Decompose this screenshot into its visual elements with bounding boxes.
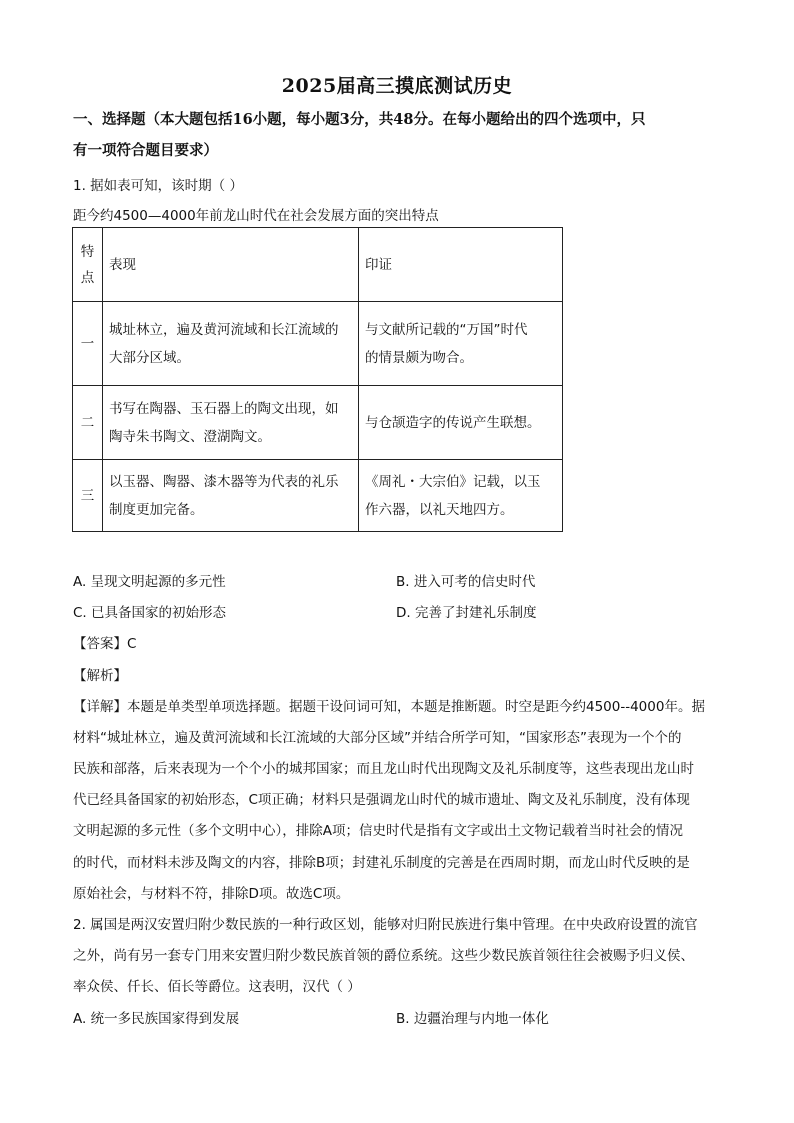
text-line: 与文献所记载的“万国”时代 bbox=[365, 321, 528, 338]
q1-option-c: C. 已具备国家的初始形态 bbox=[73, 605, 227, 621]
header-performance: 表现 bbox=[103, 228, 359, 302]
detail-line: 的时代，而材料未涉及陶文的内容，排除B项；封建礼乐制度的完善是在西周时期，而龙山时代反映的是 bbox=[73, 855, 690, 871]
text-line: 陶寺朱书陶文、澄湖陶文。 bbox=[109, 428, 271, 445]
table-row bbox=[73, 302, 563, 386]
header-feature-char-2: 点 bbox=[80, 269, 95, 286]
q1-option-b: B. 进入可考的信史时代 bbox=[396, 574, 536, 590]
text-line: 的情景颇为吻合。 bbox=[365, 349, 473, 366]
q2-option-b: B. 边疆治理与内地一体化 bbox=[396, 1011, 549, 1027]
detail-line: 【详解】本题是单类型单项选择题。据题干设问词可知，本题是推断题。时空是距今约4500--4000年。据 bbox=[73, 699, 705, 715]
row-performance bbox=[103, 460, 359, 532]
section-heading-line-2: 有一项符合题目要求） bbox=[73, 142, 218, 159]
row-feature: 一 bbox=[73, 302, 103, 386]
detail-line: 材料“城址林立，遍及黄河流域和长江流域的大部分区域”并结合所学可知，“国家形态”表现为一个个的 bbox=[73, 730, 682, 746]
analysis-label: 【解析】 bbox=[73, 668, 127, 684]
question-1-stem: 1. 据如表可知，该时期（ ） bbox=[73, 178, 243, 194]
section-heading-line-1: 一、选择题（本大题包括16小题，每小题3分，共48分。在每小题给出的四个选项中，只 bbox=[73, 111, 646, 128]
q1-option-a: A. 呈现文明起源的多元性 bbox=[73, 574, 226, 590]
detail-line: 文明起源的多元性（多个文明中心），排除A项；信史时代是指有文字或出土文物记载着当时社会的情况 bbox=[73, 823, 683, 839]
text-line: 与仓颉造字的传说产生联想。 bbox=[365, 414, 541, 431]
row-performance bbox=[103, 302, 359, 386]
header-proof: 印证 bbox=[359, 228, 563, 302]
answer-label: 【答案】C bbox=[73, 636, 137, 652]
text-line: 《周礼・大宗伯》记载，以玉 bbox=[365, 473, 541, 490]
table-row bbox=[73, 386, 563, 460]
text-line: 制度更加完备。 bbox=[109, 501, 204, 518]
row-proof bbox=[359, 460, 563, 532]
row-proof bbox=[359, 386, 563, 460]
table-row bbox=[73, 460, 563, 532]
q1-option-d: D. 完善了封建礼乐制度 bbox=[396, 605, 537, 621]
table-header-row bbox=[73, 228, 563, 302]
row-proof bbox=[359, 302, 563, 386]
header-feature-char-1: 特 bbox=[80, 243, 95, 260]
text-line: 城址林立，遍及黄河流域和长江流域的 bbox=[109, 321, 339, 338]
header-feature bbox=[73, 228, 103, 302]
text-line: 以玉器、陶器、漆木器等为代表的礼乐 bbox=[109, 473, 339, 490]
row-performance bbox=[103, 386, 359, 460]
detail-line: 原始社会，与材料不符，排除D项。故选C项。 bbox=[73, 886, 350, 902]
question-2-stem-line: 2. 属国是两汉安置归附少数民族的一种行政区划，能够对归附民族进行集中管理。在中央政府设置的流官 bbox=[73, 917, 698, 933]
detail-line: 代已经具备国家的初始形态，C项正确；材料只是强调龙山时代的城市遗址、陶文及礼乐制度，没有体现 bbox=[73, 792, 690, 808]
text-line: 书写在陶器、玉石器上的陶文出现，如 bbox=[109, 400, 339, 417]
q2-option-a: A. 统一多民族国家得到发展 bbox=[73, 1011, 240, 1027]
feature-table bbox=[72, 227, 563, 532]
question-2-stem-line: 率众侯、仟长、佰长等爵位。这表明，汉代（ ） bbox=[73, 979, 361, 995]
table-caption: 距今约4500—4000年前龙山时代在社会发展方面的突出特点 bbox=[73, 208, 439, 224]
page-title: 2025届高三摸底测试历史 bbox=[281, 75, 513, 97]
detail-line: 民族和部落，后来表现为一个个小的城邦国家；而且龙山时代出现陶文及礼乐制度等，这些表现出龙山时 bbox=[73, 761, 694, 777]
row-feature: 三 bbox=[73, 460, 103, 532]
text-line: 作六器，以礼天地四方。 bbox=[365, 501, 514, 518]
text-line: 大部分区域。 bbox=[109, 349, 190, 366]
question-2-stem-line: 之外，尚有另一套专门用来安置归附少数民族首领的爵位系统。这些少数民族首领往往会被赐予归义侯、 bbox=[73, 948, 694, 964]
row-feature: 二 bbox=[73, 386, 103, 460]
